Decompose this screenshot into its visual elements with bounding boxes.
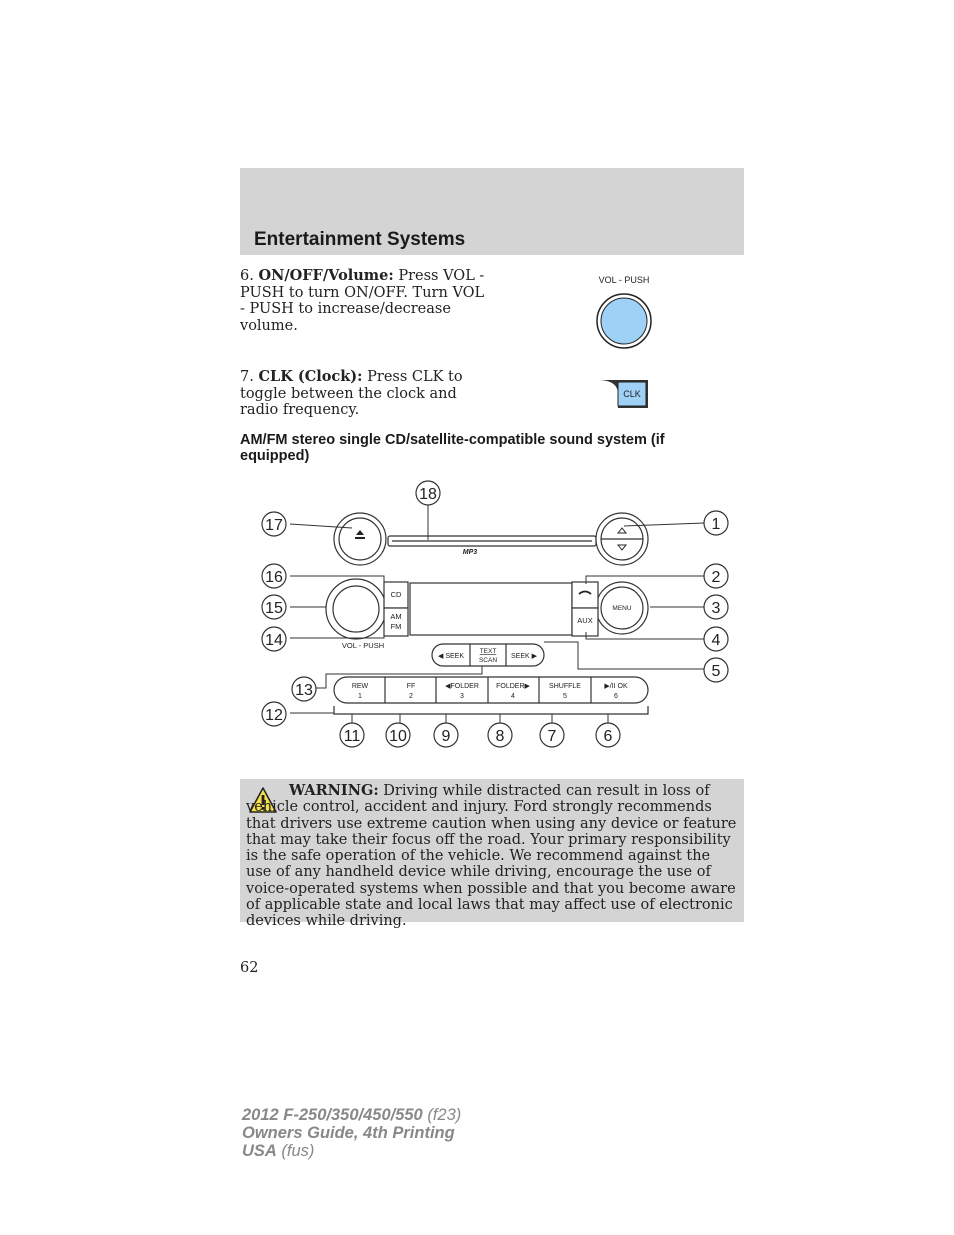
callout-7 [540, 723, 564, 747]
item-term: ON/OFF/Volume: [258, 267, 394, 284]
svg-text:6: 6 [603, 728, 613, 745]
svg-text:3: 3 [711, 600, 721, 617]
vol-push-label: VOL - PUSH [598, 275, 650, 285]
svg-text:16: 16 [265, 569, 283, 586]
item-text: Press VOL - PUSH to turn ON/OFF. Turn VOL - PUSH to increase/decrease volume. [240, 268, 485, 334]
item-text: Press CLK to toggle between the clock and radio frequency. [240, 369, 463, 418]
callout-5 [704, 658, 728, 682]
preset-number: 3 [460, 693, 464, 700]
svg-text:8: 8 [495, 728, 505, 745]
svg-text:14: 14 [265, 632, 283, 649]
item-clock [240, 369, 490, 419]
svg-text:13: 13 [295, 682, 313, 699]
seek-left-label: ◀ SEEK [437, 653, 465, 660]
callout-2 [704, 564, 728, 588]
callout-8 [488, 723, 512, 747]
svg-text:18: 18 [419, 486, 437, 503]
callout-13 [292, 677, 316, 701]
subheading: AM/FM stereo single CD/satellite-compatible sound system (if equipped) [240, 432, 665, 464]
svg-text:4: 4 [711, 632, 721, 649]
callout-9 [434, 723, 458, 747]
footer-model-code: (f23) [422, 1106, 462, 1124]
radio-diagram [256, 478, 736, 754]
svg-text:1: 1 [711, 516, 721, 533]
svg-text:12: 12 [265, 707, 283, 724]
page-number: 62 [240, 960, 259, 976]
svg-text:2: 2 [711, 569, 721, 586]
preset-label: SHUFFLE [549, 683, 581, 690]
callout-17 [262, 512, 286, 536]
scan-label: SCAN [478, 657, 498, 664]
callout-3 [704, 595, 728, 619]
svg-text:10: 10 [389, 728, 407, 745]
preset-number: 4 [511, 693, 515, 700]
callout-11 [340, 723, 364, 747]
item-on-off-volume [240, 268, 490, 334]
callout-18 [416, 481, 440, 505]
mp3-logo: MP3 [462, 549, 478, 556]
footer-region-code: (fus) [276, 1142, 315, 1160]
footer-region: USA [242, 1142, 277, 1160]
footer-printing: Owners Guide, 4th Printing [242, 1124, 455, 1142]
warning-label: WARNING: [289, 782, 379, 799]
svg-text:15: 15 [265, 600, 283, 617]
svg-text:9: 9 [441, 728, 451, 745]
callout-1 [704, 511, 728, 535]
warning-body: Driving while distracted can result in loss of vehicle control, accident and injury. Ford strongly recommends that drivers use extreme caution when using any device or feature that may take their focus off the road. Your primary responsibility is the safe operation of the vehicle. We recommend against the use of any handheld device while driving, encourage the use of voice-operated systems when possible and that you become aware of applicable state and local laws that may affect use of electronic devices while driving. [246, 783, 737, 930]
aux-label: AUX [577, 616, 593, 625]
svg-text:11: 11 [343, 728, 361, 745]
warning-box [240, 779, 744, 930]
am-label: AM [390, 612, 402, 621]
item-term: CLK (Clock): [258, 368, 363, 385]
seek-right-label: SEEK ▶ [510, 653, 538, 660]
preset-label: ◀FOLDER [445, 683, 479, 690]
svg-text:5: 5 [711, 663, 721, 680]
cd-label: CD [390, 590, 402, 599]
text-label: TEXT [479, 648, 497, 655]
footer [242, 1106, 461, 1160]
callout-10 [386, 723, 410, 747]
svg-text:17: 17 [265, 517, 283, 534]
vol-push-knob-image [590, 272, 662, 352]
preset-label: FF [406, 683, 416, 690]
preset-number: 1 [358, 693, 362, 700]
callout-12 [262, 702, 286, 726]
preset-label: REW [351, 683, 369, 690]
header-band [240, 168, 744, 255]
footer-model: 2012 F-250/350/450/550 [242, 1106, 423, 1124]
fm-label: FM [390, 622, 402, 631]
clk-button-image [596, 378, 650, 410]
vol-push-diagram-label: VOL - PUSH [341, 641, 385, 650]
callout-6 [596, 723, 620, 747]
callout-16 [262, 564, 286, 588]
item-number: 6. [240, 268, 254, 284]
item-number: 7. [240, 369, 254, 385]
callout-14 [262, 627, 286, 651]
preset-label: ▶/II OK [604, 683, 628, 690]
menu-label: MENU [612, 605, 632, 612]
callout-4 [704, 627, 728, 651]
callout-15 [262, 595, 286, 619]
preset-number: 6 [614, 693, 618, 700]
preset-number: 2 [409, 693, 413, 700]
svg-text:7: 7 [547, 728, 557, 745]
preset-number: 5 [563, 693, 567, 700]
clk-label: CLK [623, 389, 641, 399]
section-title: Entertainment Systems [254, 229, 466, 250]
warning-text [246, 783, 740, 930]
preset-label: FOLDER▶ [496, 683, 530, 690]
